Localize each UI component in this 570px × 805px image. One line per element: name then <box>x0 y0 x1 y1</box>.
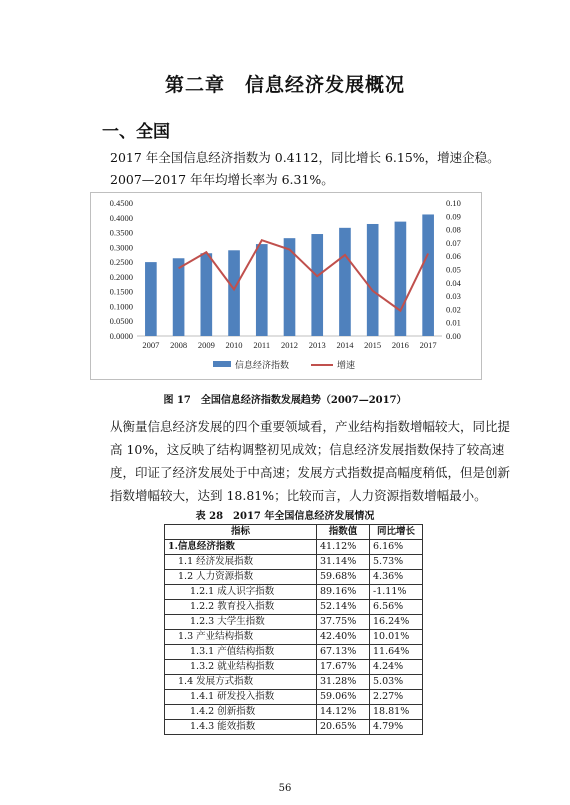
indicator-value: 31.28% <box>317 675 370 690</box>
indicator-name: 1.4 发展方式指数 <box>165 675 317 690</box>
legend-bar-swatch <box>213 361 231 367</box>
table-row <box>165 705 423 720</box>
page-number: 56 <box>278 783 292 794</box>
index-trend-chart <box>90 192 482 380</box>
indicator-growth: 5.03% <box>370 675 423 690</box>
y-left-tick-label: 0.1000 <box>109 301 133 312</box>
indicator-name: 1.3 产业结构指数 <box>165 630 317 645</box>
indicator-name: 1.2.3 大学生指数 <box>165 615 317 630</box>
y-left-tick-label: 0.4000 <box>109 212 133 223</box>
y-right-tick-label: 0.09 <box>446 211 461 222</box>
table-row <box>165 720 423 735</box>
indicator-name: 1.2 人力资源指数 <box>165 570 317 585</box>
x-tick-label: 2011 <box>253 340 271 350</box>
table-row <box>165 645 423 660</box>
table-row <box>165 600 423 615</box>
table-row <box>165 555 423 570</box>
x-tick-label: 2010 <box>225 340 243 350</box>
indicator-value: 59.68% <box>317 570 370 585</box>
y-right-tick-label: 0.01 <box>446 317 461 328</box>
indicator-value: 89.16% <box>317 585 370 600</box>
table-row <box>165 585 423 600</box>
legend-line-label: 增速 <box>337 361 356 371</box>
table-row <box>165 660 423 675</box>
section-title: 一、全国 <box>102 122 170 142</box>
bar-2008 <box>173 258 185 336</box>
table-row <box>165 615 423 630</box>
paragraph-analysis: 从衡量信息经济发展的四个重要领域看，产业结构指数增幅较大，同比提高 10%，这反映了结构调整初见成效；信息经济发展指数保持了较高速度，印证了经济发展处于中高速；发展方式指数提高幅度稍低，但是创新指数增幅较大，达到 18.81%；比较而言，人力资源指数增幅最小。 <box>110 419 511 503</box>
indicator-growth: 6.16% <box>370 540 423 555</box>
header-growth: 同比增长 <box>370 525 423 540</box>
indicator-value: 17.67% <box>317 660 370 675</box>
index-table <box>164 524 423 735</box>
indicator-name: 1.2.2 教育投入指数 <box>165 600 317 615</box>
y-right-tick-label: 0.08 <box>446 224 461 235</box>
indicator-growth: 6.56% <box>370 600 423 615</box>
chapter-title: 第二章 信息经济发展概况 <box>164 74 405 96</box>
table-row <box>165 675 423 690</box>
indicator-name: 1.1 经济发展指数 <box>165 555 317 570</box>
indicator-value: 14.12% <box>317 705 370 720</box>
indicator-name: 1.4.2 创新指数 <box>165 705 317 720</box>
indicator-growth: 16.24% <box>370 615 423 630</box>
indicator-name: 1.3.1 产值结构指数 <box>165 645 317 660</box>
bar-2015 <box>367 224 379 336</box>
chart-svg <box>91 193 481 379</box>
y-left-tick-label: 0.2000 <box>109 271 133 282</box>
indicator-growth: -1.11% <box>370 585 423 600</box>
indicator-name: 1.信息经济指数 <box>165 540 317 555</box>
y-right-tick-label: 0.05 <box>446 264 461 275</box>
indicator-value: 41.12% <box>317 540 370 555</box>
y-right-tick-label: 0.00 <box>446 331 461 341</box>
bar-2011 <box>256 244 268 336</box>
indicator-growth: 4.36% <box>370 570 423 585</box>
indicator-value: 42.40% <box>317 630 370 645</box>
bar-2014 <box>339 228 351 336</box>
x-tick-label: 2016 <box>391 340 409 350</box>
x-tick-label: 2008 <box>170 340 188 350</box>
indicator-growth: 11.64% <box>370 645 423 660</box>
indicator-name: 1.2.1 成人识字指数 <box>165 585 317 600</box>
y-right-tick-label: 0.04 <box>446 277 461 288</box>
y-right-tick-label: 0.06 <box>446 251 461 262</box>
indicator-value: 67.13% <box>317 645 370 660</box>
indicator-growth: 4.24% <box>370 660 423 675</box>
indicator-name: 1.3.2 就业结构指数 <box>165 660 317 675</box>
y-right-tick-label: 0.03 <box>446 291 461 302</box>
indicator-value: 59.06% <box>317 690 370 705</box>
y-left-tick-label: 0.4500 <box>109 198 133 208</box>
y-right-tick-label: 0.07 <box>446 237 461 248</box>
y-left-tick-label: 0.0000 <box>109 331 133 341</box>
y-left-tick-label: 0.2500 <box>109 257 133 268</box>
indicator-value: 20.65% <box>317 720 370 735</box>
table-row <box>165 690 423 705</box>
bar-2010 <box>228 250 240 336</box>
y-right-tick-label: 0.02 <box>446 304 461 315</box>
x-tick-label: 2007 <box>142 340 160 350</box>
indicator-name: 1.4.3 能效指数 <box>165 720 317 735</box>
indicator-value: 31.14% <box>317 555 370 570</box>
x-tick-label: 2017 <box>419 340 437 350</box>
table-row <box>165 540 423 555</box>
growth-rate-line <box>179 240 429 311</box>
figure-caption: 图 17 全国信息经济指数发展趋势（2007—2017） <box>163 395 407 406</box>
y-left-tick-label: 0.3000 <box>109 242 133 253</box>
indicator-value: 37.75% <box>317 615 370 630</box>
x-tick-label: 2012 <box>281 340 298 350</box>
paragraph-summary: 2017 年全国信息经济指数为 0.4112，同比增长 6.15%，增速企稳。2007—2017 年年均增长率为 6.31%。 <box>110 150 500 187</box>
bar-2017 <box>422 214 434 336</box>
y-left-tick-label: 0.3500 <box>109 227 133 238</box>
header-value: 指数值 <box>317 525 370 540</box>
x-tick-label: 2009 <box>197 340 215 350</box>
legend-bar-label: 信息经济指数 <box>235 361 290 371</box>
indicator-growth: 4.79% <box>370 720 423 735</box>
x-tick-label: 2015 <box>364 340 382 350</box>
bar-2009 <box>200 253 212 336</box>
table-row <box>165 570 423 585</box>
bar-2007 <box>145 262 157 336</box>
indicator-name: 1.4.1 研发投入指数 <box>165 690 317 705</box>
x-tick-label: 2014 <box>336 340 354 350</box>
indicator-growth: 5.73% <box>370 555 423 570</box>
indicator-growth: 18.81% <box>370 705 423 720</box>
y-left-tick-label: 0.0500 <box>109 316 133 327</box>
indicator-value: 52.14% <box>317 600 370 615</box>
x-tick-label: 2013 <box>308 340 326 350</box>
y-right-tick-label: 0.10 <box>446 198 461 208</box>
table-caption: 表 28 2017 年全国信息经济发展情况 <box>195 511 375 522</box>
bar-2016 <box>395 222 407 336</box>
bar-2013 <box>311 234 323 336</box>
indicator-growth: 10.01% <box>370 630 423 645</box>
indicator-growth: 2.27% <box>370 690 423 705</box>
table-header-row <box>165 525 423 540</box>
y-left-tick-label: 0.1500 <box>109 286 133 297</box>
table-row <box>165 630 423 645</box>
header-indicator: 指标 <box>165 525 317 540</box>
